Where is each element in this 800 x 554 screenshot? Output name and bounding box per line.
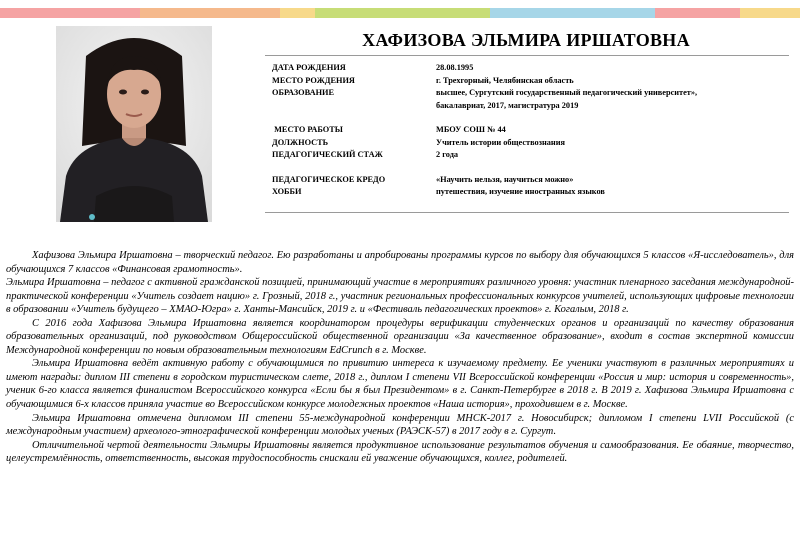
info-label: ХОББИ — [272, 187, 302, 196]
bio-paragraph: Эльмира Иршатовна ведёт активную работу с обучающимися по привитию интереса к изучаемому предмету. Ее ученики участвуют в различных мероприятиях и имеют награды: диплом III степени в городском туристическом слете, 2018 г., диплом I степени VII Всероссийской конференции «Россия и мир: история и современность», ученик 6-го класса является финалистом Всероссийского конкурса «Если бы я был Президентом» в г. Санкт-Петербурге в 2018 г. В 2019 г. Хафизова Эльмира Иршатовна с обучающимися 6-х классов приняла участие во Всероссийском конкурсе молодежных проектов «Наша история», проходившем в г. Москве. — [6, 358, 794, 411]
info-value: Учитель истории обществознания — [436, 137, 565, 147]
info-value: «Научить нельзя, научиться можно» — [436, 174, 574, 184]
info-value: г. Трехгорный, Челябинская область — [436, 75, 574, 85]
stripe-segment — [315, 8, 490, 18]
info-row-birthplace — [272, 75, 792, 88]
info-label: МЕСТО РОЖДЕНИЯ — [272, 75, 355, 85]
info-row-workplace — [272, 124, 792, 137]
info-value: высшее, Сургутский государственный педагогический университет», — [436, 88, 698, 97]
profile-photo — [56, 26, 212, 222]
info-label: ДОЛЖНОСТЬ — [272, 137, 329, 147]
info-value: 28.08.1995 — [436, 63, 474, 72]
info-row-birthdate — [272, 62, 792, 75]
info-table — [272, 62, 792, 199]
stripe-segment — [0, 8, 140, 18]
divider — [265, 212, 789, 213]
bio-paragraph: Отличительной чертой деятельности Эльмиры Иршатовны является продуктивное использование результатов обучения и самообразования. Ее обаяние, творчество, целеустремлённость, ответственность, высокая трудоспособность снискали ей уважение обучающихся, коллег, родителей. — [6, 439, 794, 465]
info-row-position — [272, 137, 792, 150]
bio-paragraph: Эльмира Иршатовна – педагог с активной гражданской позицией, принимающий участие в мероприятиях различного уровня: участник пленарного заседания международной-практической конференции «Учитель создает нацию» г. Грозный, 2018 г., участник региональных профессиональных конкурсов учителей, использующих цифровые технологии в образовании «Учитель будущего – ХМАО-Югра» г. Ханты-Мансийск, 2019 г. и «Фестиваль педагогических проектов» г. Когалым, 2018 г. — [6, 277, 794, 316]
info-label: ПЕДАГОГИЧЕСКОЕ КРЕДО — [272, 174, 386, 184]
info-value: 2 года — [436, 150, 459, 159]
stripe-segment — [280, 8, 315, 18]
info-label: ДАТА РОЖДЕНИЯ — [272, 63, 346, 72]
spacer — [272, 112, 792, 124]
bio-paragraph: Эльмира Иршатовна отмечена дипломом III степени 55-международной конференции МНСК-2017 г. Новосибирск; дипломом I степени LVII Российской (с международным участием) археолого-этнографической конференции молодых ученых (РАЭСК-57) в 2017 году в г. Сургут. — [6, 412, 794, 438]
info-label: ПЕДАГОГИЧЕСКИЙ СТАЖ — [272, 150, 383, 159]
spacer — [272, 162, 792, 174]
info-row-experience — [272, 149, 792, 162]
info-row-education — [272, 87, 792, 100]
info-value: МБОУ СОШ № 44 — [436, 125, 506, 134]
stripe-segment — [490, 8, 655, 18]
divider — [265, 55, 789, 56]
info-value: бакалавриат, 2017, магистратура 2019 — [436, 100, 579, 110]
info-label — [272, 100, 436, 113]
profile-name: ХАФИЗОВА ЭЛЬМИРА ИРШАТОВНА — [362, 30, 690, 50]
info-row-hobby — [272, 186, 792, 199]
info-label: ОБРАЗОВАНИЕ — [272, 88, 335, 97]
info-value: путешествия, изучение иностранных языков — [436, 187, 605, 196]
biography-text — [6, 249, 794, 466]
info-label: МЕСТО РАБОТЫ — [272, 125, 343, 134]
info-row-education-cont — [272, 100, 792, 113]
portrait-illustration — [56, 26, 212, 222]
bio-paragraph: Хафизова Эльмира Иршатовна – творческий педагог. Ею разработаны и апробированы программы курсов по выбору для обучающихся 5 классов «Я-исследователь», для обучающихся 7 классов «Финансовая грамотность». — [6, 250, 794, 275]
info-row-credo — [272, 174, 792, 187]
stripe-segment — [140, 8, 280, 18]
bio-paragraph: С 2016 года Хафизова Эльмира Иршатовна является координатором процедуры верификации студенческих органов и организаций по качеству образования образовательных организаций, под руководством Общероссийской общественной организации «За качественное образование», входит в состав экспертной комиссии Международной конференции по новым образовательным технологиям EdCrunch в г. Москве. — [6, 317, 794, 356]
top-color-stripe — [0, 8, 800, 18]
stripe-segment — [740, 8, 800, 18]
stripe-segment — [655, 8, 740, 18]
